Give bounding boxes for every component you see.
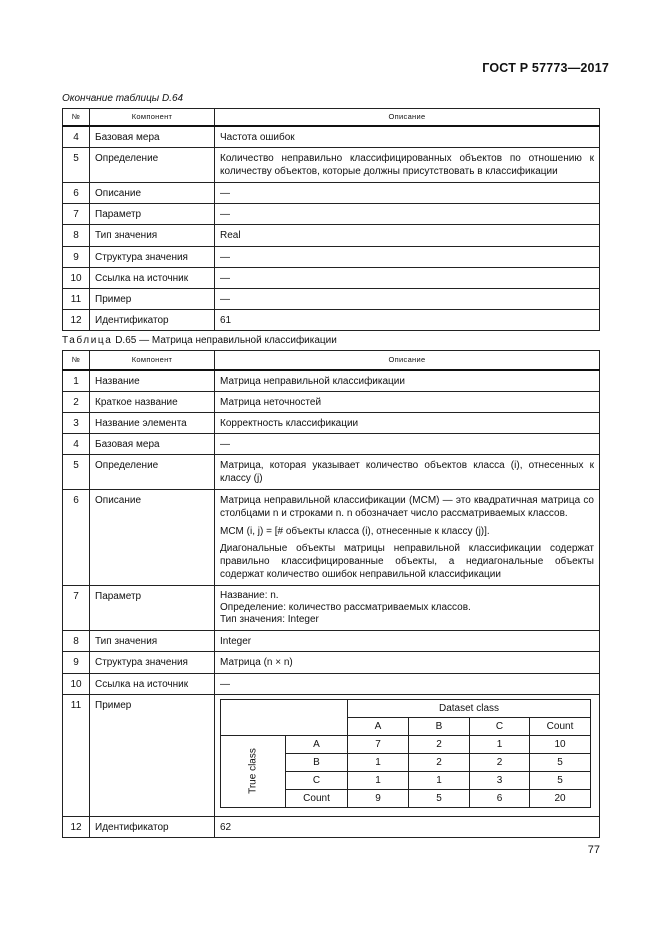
matrix-column-header: Count bbox=[530, 717, 591, 735]
matrix-cell: 1 bbox=[348, 771, 409, 789]
table-d64-continuation bbox=[62, 108, 600, 331]
table-row bbox=[63, 370, 600, 392]
matrix-column-header: B bbox=[409, 717, 470, 735]
table-row bbox=[63, 310, 600, 331]
row-component: Параметр bbox=[90, 586, 215, 631]
row-number: 5 bbox=[63, 148, 90, 183]
description-paragraph: Диагональные объекты матрицы неправильной классификации содержат правильно классифицированные объекты, а недиагональные объекты содержат количество ошибок неправильной классификации bbox=[220, 542, 594, 581]
row-number: 11 bbox=[63, 694, 90, 816]
row-description: Корректность классификации bbox=[215, 412, 600, 433]
row-description: — bbox=[215, 204, 600, 225]
matrix-cell: 9 bbox=[348, 789, 409, 807]
matrix-row-header: B bbox=[286, 753, 348, 771]
row-number: 11 bbox=[63, 289, 90, 310]
row-number: 10 bbox=[63, 673, 90, 694]
matrix-cell: 1 bbox=[348, 753, 409, 771]
row-description: Частота ошибок bbox=[215, 126, 600, 148]
table-row bbox=[63, 148, 600, 183]
table-row bbox=[63, 412, 600, 433]
header-component: Компонент bbox=[90, 109, 215, 126]
table-row bbox=[63, 455, 600, 490]
row-component: Пример bbox=[90, 694, 215, 816]
description-paragraph: Матрица неправильной классификации (MCM) — это квадратичная матрица со столбцами n и строками n. n обозначает число рассматриваемых классов. bbox=[220, 495, 594, 520]
matrix-column-header: A bbox=[348, 717, 409, 735]
table-row bbox=[63, 289, 600, 310]
row-number: 10 bbox=[63, 267, 90, 288]
row-description: — bbox=[215, 673, 600, 694]
table-row bbox=[63, 631, 600, 652]
row-component: Структура значения bbox=[90, 246, 215, 267]
row-component: Краткое название bbox=[90, 391, 215, 412]
table-row bbox=[63, 652, 600, 673]
row-component: Пример bbox=[90, 289, 215, 310]
row-description: Матрица неправильной классификации bbox=[215, 370, 600, 392]
matrix-cell: 10 bbox=[530, 735, 591, 753]
table-row bbox=[63, 246, 600, 267]
table-d65-caption-title: D.65 — Матрица неправильной классификации bbox=[115, 335, 337, 346]
matrix-column-group-label: Dataset class bbox=[348, 699, 591, 717]
matrix-cell: 7 bbox=[348, 735, 409, 753]
table-row bbox=[63, 126, 600, 148]
parameter-line: Тип значения: Integer bbox=[220, 614, 319, 626]
row-number: 2 bbox=[63, 391, 90, 412]
row-component: Описание bbox=[90, 183, 215, 204]
table-row bbox=[63, 586, 600, 631]
row-component: Параметр bbox=[90, 204, 215, 225]
matrix-row-group-label: True class bbox=[247, 748, 259, 795]
row-description: — bbox=[215, 246, 600, 267]
row-component: Ссылка на источник bbox=[90, 267, 215, 288]
row-component: Определение bbox=[90, 148, 215, 183]
row-number: 7 bbox=[63, 204, 90, 225]
document-code: ГОСТ Р 57773—2017 bbox=[482, 61, 609, 75]
row-component: Название элемента bbox=[90, 412, 215, 433]
matrix-cell: 2 bbox=[470, 753, 530, 771]
matrix-cell: 3 bbox=[470, 771, 530, 789]
row-number: 5 bbox=[63, 455, 90, 490]
row-component: Определение bbox=[90, 455, 215, 490]
header-number: № bbox=[63, 351, 90, 370]
table-row bbox=[63, 816, 600, 837]
confusion-matrix-example bbox=[220, 699, 591, 808]
row-number: 4 bbox=[63, 434, 90, 455]
matrix-cell: 5 bbox=[530, 771, 591, 789]
row-description: Матрица неточностей bbox=[215, 391, 600, 412]
table-row bbox=[63, 204, 600, 225]
matrix-cell: 6 bbox=[470, 789, 530, 807]
row-description: Integer bbox=[215, 631, 600, 652]
row-description: — bbox=[215, 434, 600, 455]
row-component: Ссылка на источник bbox=[90, 673, 215, 694]
row-number: 12 bbox=[63, 816, 90, 837]
table-row bbox=[63, 673, 600, 694]
matrix-cell: 2 bbox=[409, 735, 470, 753]
row-component: Структура значения bbox=[90, 652, 215, 673]
row-number: 6 bbox=[63, 183, 90, 204]
row-description: 61 bbox=[215, 310, 600, 331]
row-component: Тип значения bbox=[90, 631, 215, 652]
table-d65 bbox=[62, 350, 600, 838]
matrix-cell: 5 bbox=[530, 753, 591, 771]
table-d64-continuation-caption: Окончание таблицы D.64 bbox=[62, 93, 184, 104]
row-number: 8 bbox=[63, 225, 90, 246]
description-paragraph: MCM (i, j) = [# объекты класса (i), отнесенные к классу (j)]. bbox=[220, 525, 490, 537]
matrix-row-header: C bbox=[286, 771, 348, 789]
row-description: Матрица (n × n) bbox=[215, 652, 600, 673]
header-description: Описание bbox=[215, 109, 600, 126]
row-description: 62 bbox=[215, 816, 600, 837]
table-row bbox=[63, 183, 600, 204]
row-number: 12 bbox=[63, 310, 90, 331]
header-description: Описание bbox=[215, 351, 600, 370]
row-number: 7 bbox=[63, 586, 90, 631]
matrix-cell: 1 bbox=[409, 771, 470, 789]
table-row bbox=[63, 694, 600, 816]
matrix-corner-cell bbox=[221, 699, 348, 735]
table-row bbox=[63, 267, 600, 288]
row-component: Базовая мера bbox=[90, 434, 215, 455]
parameter-line: Определение: количество рассматриваемых классов. bbox=[220, 602, 471, 614]
row-number: 3 bbox=[63, 412, 90, 433]
matrix-column-header: C bbox=[470, 717, 530, 735]
parameter-line: Название: n. bbox=[220, 590, 279, 602]
table-row bbox=[63, 434, 600, 455]
header-component: Компонент bbox=[90, 351, 215, 370]
row-component: Базовая мера bbox=[90, 126, 215, 148]
matrix-cell: 5 bbox=[409, 789, 470, 807]
row-number: 9 bbox=[63, 246, 90, 267]
row-description bbox=[215, 694, 600, 816]
row-component: Идентификатор bbox=[90, 310, 215, 331]
row-description: Real bbox=[215, 225, 600, 246]
row-description: Количество неправильно классифицированных объектов по отношению к количеству объектов, которые должны присутствовать в классификации bbox=[215, 148, 600, 183]
table-row bbox=[63, 391, 600, 412]
row-description bbox=[215, 586, 600, 631]
table-row bbox=[63, 490, 600, 586]
row-component: Идентификатор bbox=[90, 816, 215, 837]
matrix-cell: 2 bbox=[409, 753, 470, 771]
row-component: Название bbox=[90, 370, 215, 392]
table-d65-caption-prefix: Таблица bbox=[62, 335, 113, 346]
matrix-cell: 1 bbox=[470, 735, 530, 753]
row-component: Тип значения bbox=[90, 225, 215, 246]
page-number: 77 bbox=[587, 844, 600, 856]
matrix-row-header: A bbox=[286, 735, 348, 753]
matrix-row-group-label-cell bbox=[221, 735, 286, 807]
matrix-cell: 20 bbox=[530, 789, 591, 807]
table-d65-caption bbox=[62, 335, 337, 346]
row-description: — bbox=[215, 183, 600, 204]
row-number: 8 bbox=[63, 631, 90, 652]
row-number: 1 bbox=[63, 370, 90, 392]
row-number: 9 bbox=[63, 652, 90, 673]
row-description bbox=[215, 490, 600, 586]
row-description: — bbox=[215, 267, 600, 288]
row-number: 6 bbox=[63, 490, 90, 586]
table-row bbox=[63, 225, 600, 246]
header-number: № bbox=[63, 109, 90, 126]
row-description: — bbox=[215, 289, 600, 310]
row-description: Матрица, которая указывает количество объектов класса (i), отнесенных к классу (j) bbox=[215, 455, 600, 490]
matrix-row-header: Count bbox=[286, 789, 348, 807]
row-number: 4 bbox=[63, 126, 90, 148]
row-component: Описание bbox=[90, 490, 215, 586]
